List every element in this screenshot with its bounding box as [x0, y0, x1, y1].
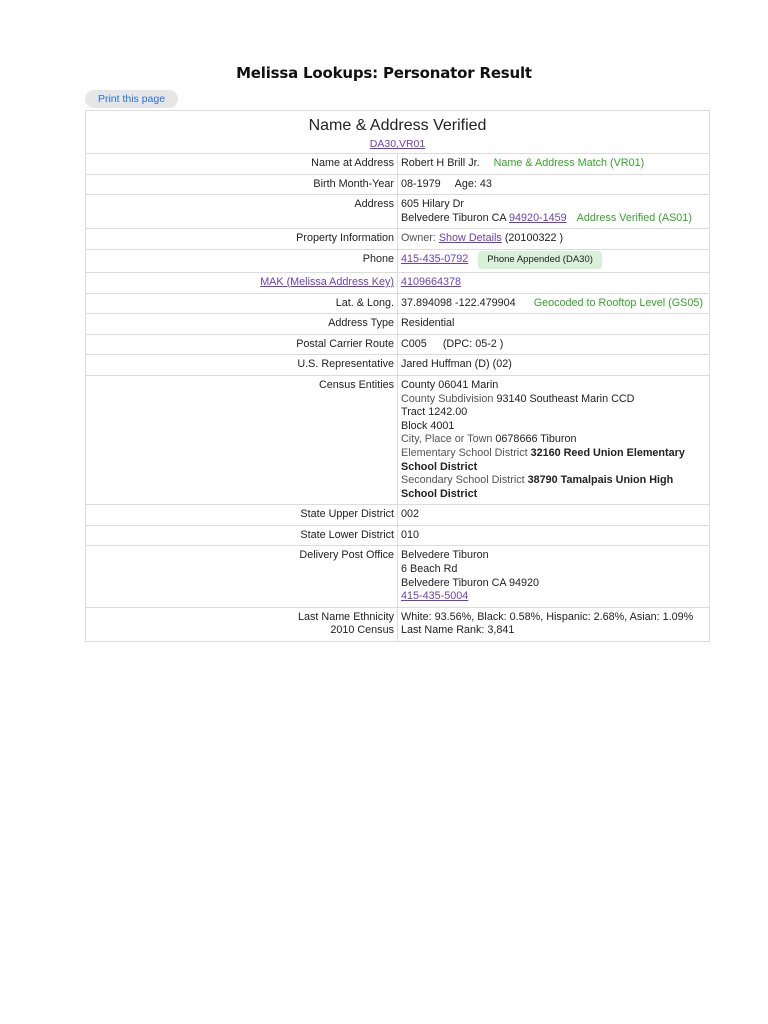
row-label-address-type: Address Type	[86, 314, 398, 335]
state-upper-value: 002	[398, 505, 710, 526]
carrier-dpc: (DPC: 05-2 )	[442, 337, 504, 350]
post-office-name: Belvedere Tiburon	[401, 549, 489, 562]
last-name-rank: Last Name Rank: 3,841	[401, 624, 515, 637]
owner-date: (20100322 )	[504, 232, 564, 245]
census-city: 0678666 Tiburon	[495, 433, 577, 446]
row-label-geo: Lat. & Long.	[86, 293, 398, 314]
geo-status: Geocoded to Rooftop Level (GS05)	[533, 296, 703, 309]
table-row	[86, 525, 710, 546]
state-lower-value: 010	[398, 525, 710, 546]
page-title: Melissa Lookups: Personator Result	[236, 64, 532, 82]
table-row	[86, 314, 710, 335]
post-office-street: 6 Beach Rd	[401, 563, 458, 576]
census-elem-label: Elementary School District	[401, 446, 528, 459]
address-status: Address Verified (AS01)	[576, 211, 692, 224]
address-city-state: Belvedere Tiburon CA	[401, 211, 507, 224]
address-line1: 605 Hilary Dr	[401, 198, 464, 211]
row-label-phone: Phone	[86, 249, 398, 272]
table-row	[86, 375, 710, 504]
census-subdivision-label: County Subdivision	[401, 392, 494, 405]
name-status: Name & Address Match (VR01)	[493, 157, 645, 169]
row-label-post-office: Delivery Post Office	[86, 546, 398, 607]
address-type-value: Residential	[398, 314, 710, 335]
row-label-property: Property Information	[86, 229, 398, 250]
row-label-census: Census Entities	[86, 375, 398, 504]
census-tract: Tract 1242.00	[401, 406, 468, 419]
table-row	[86, 607, 710, 641]
table-row	[86, 272, 710, 293]
mak-value-link[interactable]: 4109664378	[401, 275, 462, 288]
census-subdivision: 93140 Southeast Marin CCD	[496, 392, 635, 405]
table-row	[86, 293, 710, 314]
post-office-city: Belvedere Tiburon CA 94920	[401, 576, 540, 589]
age-value: 43	[479, 177, 492, 190]
result-table	[85, 110, 710, 642]
table-row	[86, 154, 710, 175]
row-label-name: Name at Address	[86, 154, 398, 175]
row-label-address: Address	[86, 195, 398, 229]
age-label: Age:	[454, 177, 477, 190]
carrier-value: C005	[401, 337, 427, 350]
row-label-birth: Birth Month-Year	[86, 174, 398, 195]
census-elem: 32160 Reed Union Elementary School District	[401, 446, 685, 473]
row-label-census-year: 2010 Census	[330, 624, 394, 637]
post-office-phone-link[interactable]: 415-435-5004	[401, 590, 469, 603]
phone-link[interactable]: 415-435-0792	[401, 252, 469, 265]
representative-value: Jared Huffman (D) (02)	[398, 355, 710, 376]
print-button[interactable]: Print this page	[85, 90, 178, 108]
show-details-link[interactable]: Show Details	[438, 232, 502, 245]
mak-label-link[interactable]: MAK (Melissa Address Key)	[260, 275, 394, 288]
census-sec: 38790 Tamalpais Union High School District	[401, 474, 674, 500]
table-row	[86, 195, 710, 229]
table-row	[86, 355, 710, 376]
birth-value: 08-1979	[401, 177, 441, 190]
census-sec-label: Secondary School District	[401, 474, 525, 487]
geo-value: 37.894098 -122.479904	[401, 296, 516, 309]
census-city-label: City, Place or Town	[401, 433, 493, 446]
name-value: Robert H Brill Jr.	[401, 157, 480, 169]
phone-appended-badge: Phone Appended (DA30)	[478, 251, 602, 269]
table-row	[86, 334, 710, 355]
table-row-header	[86, 111, 710, 154]
census-block: Block 4001	[401, 419, 455, 432]
table-row	[86, 229, 710, 250]
result-heading: Name & Address Verified	[308, 117, 487, 134]
address-zip-link[interactable]: 94920-1459	[509, 211, 567, 224]
table-row	[86, 546, 710, 607]
row-label-state-upper: State Upper District	[86, 505, 398, 526]
table-row	[86, 505, 710, 526]
ethnicity-value: White: 93.56%, Black: 0.58%, Hispanic: 2.68%, Asian: 1.09%	[401, 610, 694, 623]
table-row	[86, 249, 710, 272]
row-label-ethnicity: Last Name Ethnicity	[297, 610, 394, 623]
census-county: County 06041 Marin	[401, 378, 499, 391]
row-label-representative: U.S. Representative	[86, 355, 398, 376]
table-row	[86, 174, 710, 195]
row-label-carrier: Postal Carrier Route	[86, 334, 398, 355]
row-label-state-lower: State Lower District	[86, 525, 398, 546]
result-codes-link[interactable]: DA30,VR01	[369, 138, 426, 150]
owner-label: Owner:	[401, 232, 436, 245]
